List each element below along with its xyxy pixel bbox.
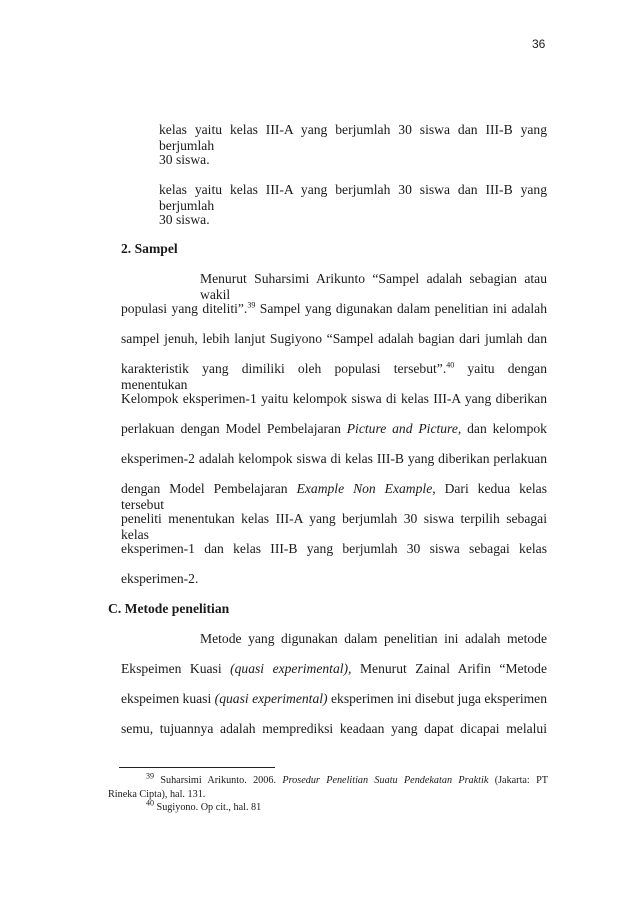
body-line [121,301,547,317]
text-span: populasi yang diteliti”. [121,301,248,316]
body-line: eksperimen-1 dan kelas III-B yang berjumlah 30 siswa sebagai kelas [121,541,547,556]
body-line [121,661,547,677]
footnote-number: 39 [146,771,154,781]
section-heading-metode: C. Metode penelitian [108,601,230,616]
footnote-39 [108,771,548,787]
text-span: (Jakarta: PT [488,775,548,786]
footnote-ref-40: 40 [446,360,455,370]
body-line [121,361,547,393]
text-span: Menurut Zainal Arifin “Metode [351,661,547,676]
section-heading-sampel: 2. Sampel [121,241,178,256]
page-number: 36 [532,37,546,51]
text-span: Sampel yang digunakan dalam penelitian ini adalah [255,301,547,316]
text-span: dengan Model Pembelajaran [121,481,297,496]
text-span: karakteristik yang dimiliki oleh populasi tersebut”. [121,361,447,376]
italic-span: (quasi experimental), [230,661,352,676]
body-line: semu, tujuannya adalah memprediksi keadaan yang dapat dicapai melalui [121,721,547,736]
text-span: eksperimen ini disebut juga eksperimen [327,691,548,706]
text-span: ekspeimen kuasi [121,691,215,706]
body-line: kelas yaitu kelas III-A yang berjumlah 30 siswa dan III-B yang berjumlah [159,122,547,153]
body-line: 30 siswa. [159,212,210,227]
italic-span: Picture and Picture [346,421,458,436]
body-line: eksperimen-2. [121,571,199,586]
body-line [121,421,547,437]
body-line: sampel jenuh, lebih lanjut Sugiyono “Sampel adalah bagian dari jumlah dan [121,331,547,346]
text-span: , Dari kedua kelas tersebut [121,481,548,512]
text-span: perlakuan dengan Model Pembelajaran [121,421,347,436]
body-line [121,481,547,513]
italic-span: (quasi experimental) [214,691,328,706]
italic-span: Example Non Example [296,481,433,496]
body-line: kelas yaitu kelas III-A yang berjumlah 30 siswa dan III-B yang berjumlah [159,182,547,213]
footnote-number: 40 [146,798,154,808]
body-line: Menurut Suharsimi Arikunto “Sampel adalah sebagian atau wakil [200,271,547,302]
body-line: eksperimen-2 adalah kelompok siswa di kelas III-B yang diberikan perlakuan [121,451,547,466]
text-span: , dan kelompok [457,421,547,436]
footnote-39-continued: Rineka Cipta), hal. 131. [108,789,206,800]
body-line: 30 siswa. [159,152,210,167]
footnote-40 [146,798,262,814]
body-line: peneliti menentukan kelas III-A yang berjumlah 30 siswa terpilih sebagai kelas [121,511,547,542]
body-line [121,691,547,707]
footnote-ref-39: 39 [247,300,256,310]
text-span: Ekspeimen Kuasi [121,661,231,676]
text-span: Sugiyono. Op cit., hal. 81 [154,802,262,813]
footnote-divider [119,767,275,768]
body-line: Metode yang digunakan dalam penelitian ini adalah metode [200,631,547,646]
body-line: Kelompok eksperimen-1 yaitu kelompok siswa di kelas III-A yang diberikan [121,391,547,406]
text-span: Suharsimi Arikunto. 2006. [154,775,283,786]
text-span: yaitu dengan menentukan [121,361,548,392]
italic-span: Prosedur Penelitian Suatu Pendekatan Praktik [282,775,489,786]
